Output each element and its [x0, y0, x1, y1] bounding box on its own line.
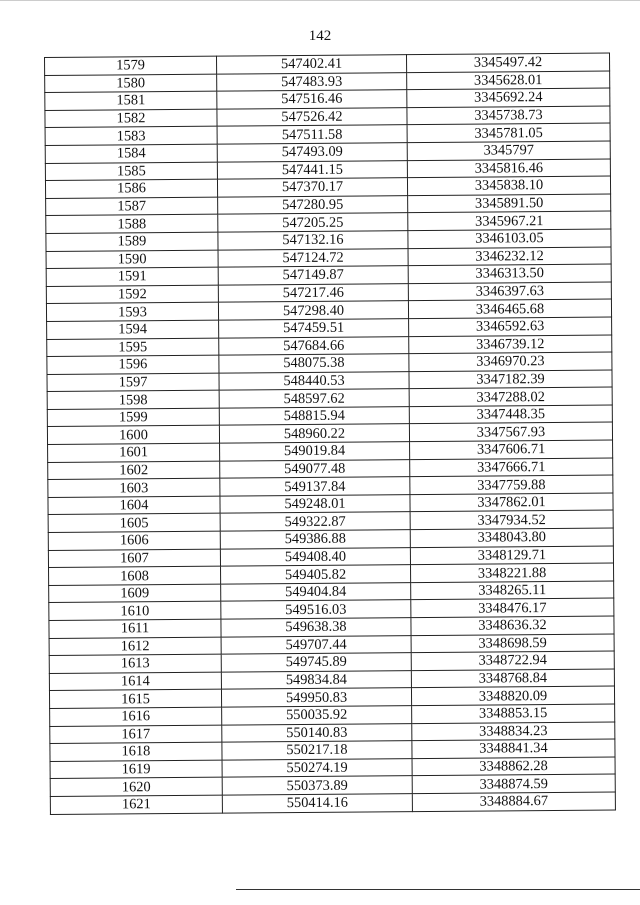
point-number-cell: 1582 [45, 109, 217, 128]
point-number-cell: 1610 [49, 602, 221, 621]
point-number-cell: 1600 [47, 426, 219, 445]
point-number-cell: 1603 [48, 478, 220, 497]
y-coordinate-cell: 3347862.01 [410, 493, 613, 512]
x-coordinate-cell: 549745.89 [221, 653, 411, 672]
point-number-cell: 1609 [49, 584, 221, 603]
point-number-cell: 1581 [45, 91, 217, 110]
y-coordinate-cell: 3346739.12 [409, 335, 612, 354]
point-number-cell: 1579 [45, 56, 217, 75]
x-coordinate-cell: 547684.66 [219, 336, 409, 355]
y-coordinate-cell: 3347759.88 [410, 475, 613, 494]
y-coordinate-cell: 3345816.46 [407, 159, 610, 178]
point-number-cell: 1584 [45, 144, 217, 163]
y-coordinate-cell: 3346465.68 [408, 299, 611, 318]
y-coordinate-cell: 3345781.05 [407, 123, 610, 142]
point-number-cell: 1601 [48, 443, 220, 462]
x-coordinate-cell: 547493.09 [217, 143, 407, 162]
y-coordinate-cell: 3348853.15 [412, 704, 615, 723]
x-coordinate-cell: 547516.46 [217, 90, 407, 109]
y-coordinate-cell: 3346592.63 [409, 317, 612, 336]
y-coordinate-cell: 3347934.52 [410, 510, 613, 529]
point-number-cell: 1589 [46, 232, 218, 251]
point-number-cell: 1608 [49, 566, 221, 585]
x-coordinate-cell: 549404.84 [221, 582, 411, 601]
point-number-cell: 1604 [48, 496, 220, 515]
point-number-cell: 1596 [47, 355, 219, 374]
point-number-cell: 1607 [48, 549, 220, 568]
y-coordinate-cell: 3347666.71 [410, 458, 613, 477]
point-number-cell: 1598 [47, 390, 219, 409]
y-coordinate-cell: 3347182.39 [409, 370, 612, 389]
point-number-cell: 1591 [46, 267, 218, 286]
point-number-cell: 1583 [45, 127, 217, 146]
y-coordinate-cell: 3348834.23 [412, 722, 615, 741]
y-coordinate-cell: 3347606.71 [410, 440, 613, 459]
point-number-cell: 1587 [46, 197, 218, 216]
x-coordinate-cell: 549405.82 [221, 565, 411, 584]
point-number-cell: 1605 [48, 514, 220, 533]
point-number-cell: 1617 [50, 725, 222, 744]
table-row [50, 792, 615, 814]
point-number-cell: 1612 [49, 637, 221, 656]
coordinates-table-container [44, 53, 615, 815]
point-number-cell: 1611 [49, 619, 221, 638]
x-coordinate-cell: 549248.01 [220, 494, 410, 513]
x-coordinate-cell: 547124.72 [218, 248, 408, 267]
y-coordinate-cell: 3348884.67 [412, 792, 615, 811]
point-number-cell: 1621 [50, 795, 222, 814]
x-coordinate-cell: 548960.22 [219, 424, 409, 443]
point-number-cell: 1592 [46, 285, 218, 304]
point-number-cell: 1616 [50, 707, 222, 726]
y-coordinate-cell: 3348221.88 [410, 563, 613, 582]
point-number-cell: 1599 [47, 408, 219, 427]
point-number-cell: 1614 [49, 672, 221, 691]
point-number-cell: 1588 [46, 214, 218, 233]
y-coordinate-cell: 3348874.59 [412, 774, 615, 793]
point-number-cell: 1620 [50, 777, 222, 796]
y-coordinate-cell: 3348820.09 [411, 686, 614, 705]
y-coordinate-cell: 3345692.24 [407, 88, 610, 107]
y-coordinate-cell: 3345891.50 [408, 194, 611, 213]
y-coordinate-cell: 3348043.80 [410, 528, 613, 547]
x-coordinate-cell: 549137.84 [220, 477, 410, 496]
x-coordinate-cell: 547511.58 [217, 125, 407, 144]
x-coordinate-cell: 549077.48 [220, 459, 410, 478]
x-coordinate-cell: 547483.93 [217, 72, 407, 91]
coordinates-table-body [45, 53, 616, 814]
x-coordinate-cell: 549516.03 [221, 600, 411, 619]
x-coordinate-cell: 547526.42 [217, 107, 407, 126]
x-coordinate-cell: 549019.84 [220, 442, 410, 461]
coordinates-table [44, 53, 616, 815]
y-coordinate-cell: 3345967.21 [408, 211, 611, 230]
x-coordinate-cell: 549386.88 [220, 530, 410, 549]
x-coordinate-cell: 548440.53 [219, 371, 409, 390]
y-coordinate-cell: 3348698.59 [411, 634, 614, 653]
x-coordinate-cell: 549834.84 [221, 670, 411, 689]
x-coordinate-cell: 547149.87 [218, 266, 408, 285]
x-coordinate-cell: 550274.19 [222, 758, 412, 777]
point-number-cell: 1619 [50, 760, 222, 779]
y-coordinate-cell: 3345628.01 [407, 71, 610, 90]
y-coordinate-cell: 3346397.63 [408, 282, 611, 301]
x-coordinate-cell: 550414.16 [222, 794, 412, 813]
y-coordinate-cell: 3348722.94 [411, 651, 614, 670]
x-coordinate-cell: 549950.83 [221, 688, 411, 707]
point-number-cell: 1593 [46, 302, 218, 321]
x-coordinate-cell: 547441.15 [217, 160, 407, 179]
x-coordinate-cell: 547205.25 [218, 213, 408, 232]
point-number-cell: 1590 [46, 250, 218, 269]
y-coordinate-cell: 3346970.23 [409, 352, 612, 371]
page-number: 142 [308, 28, 332, 44]
y-coordinate-cell: 3347567.93 [409, 423, 612, 442]
point-number-cell: 1602 [48, 461, 220, 480]
y-coordinate-cell: 3348636.32 [411, 616, 614, 635]
x-coordinate-cell: 548597.62 [219, 389, 409, 408]
x-coordinate-cell: 547402.41 [216, 55, 406, 74]
x-coordinate-cell: 550035.92 [222, 706, 412, 725]
point-number-cell: 1615 [49, 690, 221, 709]
y-coordinate-cell: 3348862.28 [412, 757, 615, 776]
point-number-cell: 1597 [47, 373, 219, 392]
y-coordinate-cell: 3348476.17 [411, 598, 614, 617]
point-number-cell: 1606 [48, 531, 220, 550]
y-coordinate-cell: 3345838.10 [407, 176, 610, 195]
y-coordinate-cell: 3345738.73 [407, 106, 610, 125]
point-number-cell: 1580 [45, 74, 217, 93]
x-coordinate-cell: 549322.87 [220, 512, 410, 531]
y-coordinate-cell: 3345497.42 [406, 53, 609, 72]
point-number-cell: 1594 [47, 320, 219, 339]
y-coordinate-cell: 3347448.35 [409, 405, 612, 424]
x-coordinate-cell: 547298.40 [218, 301, 408, 320]
x-coordinate-cell: 549707.44 [221, 635, 411, 654]
point-number-cell: 1613 [49, 654, 221, 673]
page-top-edge [0, 0, 640, 1]
x-coordinate-cell: 547280.95 [218, 195, 408, 214]
x-coordinate-cell: 547459.51 [219, 319, 409, 338]
x-coordinate-cell: 548815.94 [219, 407, 409, 426]
y-coordinate-cell: 3348129.71 [410, 546, 613, 565]
x-coordinate-cell: 550373.89 [222, 776, 412, 795]
x-coordinate-cell: 547132.16 [218, 231, 408, 250]
y-coordinate-cell: 3345797 [407, 141, 610, 160]
x-coordinate-cell: 550217.18 [222, 741, 412, 760]
x-coordinate-cell: 550140.83 [222, 723, 412, 742]
y-coordinate-cell: 3346313.50 [408, 264, 611, 283]
point-number-cell: 1618 [50, 742, 222, 761]
footer-rule [236, 889, 640, 890]
y-coordinate-cell: 3348768.84 [411, 669, 614, 688]
y-coordinate-cell: 3346232.12 [408, 247, 611, 266]
point-number-cell: 1586 [45, 179, 217, 198]
y-coordinate-cell: 3347288.02 [409, 387, 612, 406]
x-coordinate-cell: 547217.46 [218, 283, 408, 302]
x-coordinate-cell: 548075.38 [219, 354, 409, 373]
y-coordinate-cell: 3348841.34 [412, 739, 615, 758]
x-coordinate-cell: 549408.40 [220, 547, 410, 566]
point-number-cell: 1595 [47, 338, 219, 357]
y-coordinate-cell: 3346103.05 [408, 229, 611, 248]
x-coordinate-cell: 549638.38 [221, 618, 411, 637]
y-coordinate-cell: 3348265.11 [411, 581, 614, 600]
x-coordinate-cell: 547370.17 [217, 178, 407, 197]
point-number-cell: 1585 [45, 162, 217, 181]
